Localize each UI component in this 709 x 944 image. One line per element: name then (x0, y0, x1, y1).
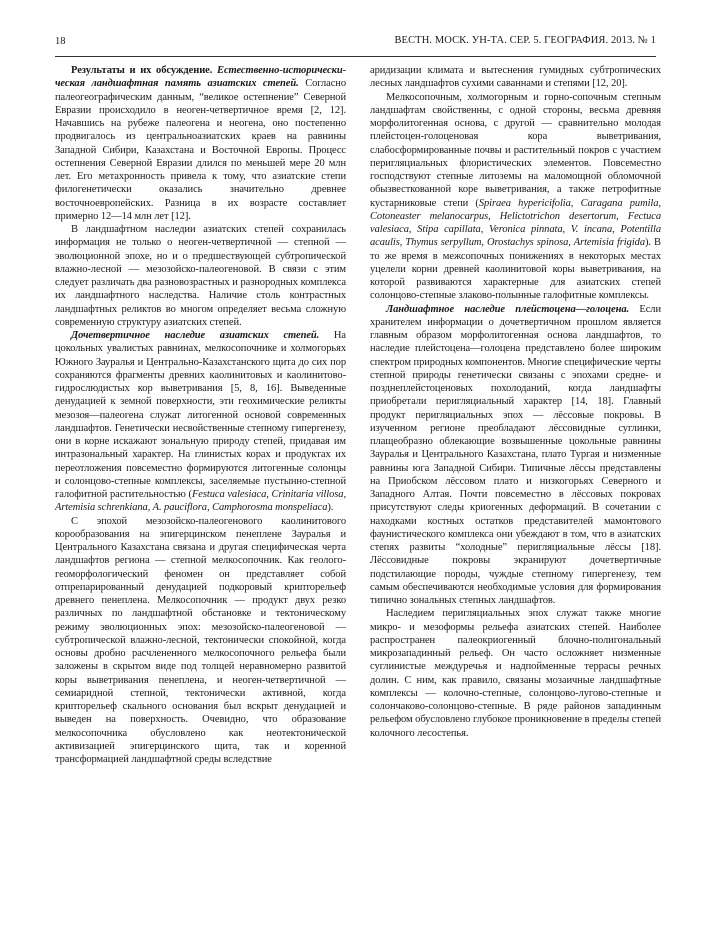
paragraph-text: Наследием перигляциальных эпох служат также многие микро- и мезоформы рельефа азиатских степей. Наиболее распространен палеокриогенный блочно-полигональный микрозападинный рельеф. Он часто осложняет низменные суглинистые междуречья и надпойменные террасы речных долин. С ним, как правило, связаны мозаичные ландшафтные комплексы — колочно-степные, солонцово-лугово-степные и солончаково-солонцово-степные. В ряде районов западинным рельефом обусловлено глубокое проникновение в пределы степей колочного лесостепья. (370, 608, 661, 739)
paragraph-text: Если хранителем информации о дочетвертичном прошлом является главным образом морфолитогенная основа ландшафтов, то наследие плейстоцена—голоцена представлено более широким спектром природных компонентов. Многие специфические черты степной природы генетически связаны с эпохами средне- и позднеплейстоценовых похолоданий, когда ландшафты приобретали перигляциальный характер [14, 18]. Главный продукт перигляциальных эпох — лёссовые покровы. В изученном регионе преобладают лёссовидные суглинки, плащеобразно облекающие возвышенные цокольные равнины Зауралья и Центрального Казахстана, плато Тургая и низменные равнины юга Западной Сибири. Типичные лёссы представлены на Приобском лёссовом плато и низкогорьях Северного и Западного Алтая. Почти повсеместно в лёссовых покровах присутствуют следы криогенных деформаций. В сочетании с находками костных остатков представителей мамонтового фаунистического комплекса они убеждают в том, что в азиатских степях развиты “холодные” перигляциальные лёссы [18]. Лёссовидные покровы экранируют дочетвертичные подстилающие породы, чуждые степному гипергенезу, тем самым обеспечиваются необходимые условия для формирования типично зональных степных ландшафтов. (370, 303, 661, 606)
paragraph-text: В ландшафтном наследии азиатских степей сохранилась информация не только о неоген-четвертичной — степной — эволюционной эпохе, но и о предшествующей субтропической влажно-лесной — мезозойско-палеогеновой. В связи с этим следует различать два разновозрастных и разнородных комплекса их ландшафтного наследства. Наличие столь контрастных ландшафтных реликтов во многом определяет весьма сложную современную структуру азиатских степей. (55, 224, 346, 328)
paragraph-results (55, 64, 346, 223)
running-title: ВЕСТН. МОСК. УН-ТА. СЕР. 5. ГЕОГРАФИЯ. 2013. № 1 (394, 35, 656, 46)
subsection-heading-prequaternary: Дочетвертичное наследие азиатских степей. (71, 330, 320, 341)
header-rule (55, 56, 656, 57)
paragraph-periglacial-relief (370, 607, 661, 740)
paragraph-pleistocene (370, 303, 661, 608)
paragraph-text: Согласно палеогеографическим данным, “великое остепнение” Северной Евразии происходило в неоген-четвертичное время [2, 12]. Начавшись на рубеже палеогена и неогена, оно постепенно продвигалось из центральноазиатских краев на равнины Западной Сибири, Казахстана и Восточной Европы. Процесс остепнения Северной Евразии длился по меньшей мере 20 млн лет. Его метахронность привела к тому, что азиатские степи филогенетически оказались значительно древнее восточноевропейских. Разница в их возрасте составляет примерно 12—14 млн лет [12]. (55, 78, 347, 222)
left-column (55, 64, 346, 766)
paragraph-text: На цокольных увалистых равнинах, мелкосопочнике и холмогорьях Южного Зауралья и Центрально-Казахстанского щита до сих пор сохраняются фрагменты древних каолинитовых и каолинитово-гидрослюдистых кор выветривания [5, 8, 16]. Выведенные денудацией к земной поверхности, эти геохимические реликты мезозоя—палеогена служат литогенной основой современных ландшафтов. Генетически несвойственные степному гипергенезу, они в корне искажают зональную природу степей, придавая им интразональный характер. На глинистых корах и продуктах их переотложения повсеместно формируются литогенные солонцы и солонцово-степные комплексы, заселяемые пустынно-степной галофитной растительностью ( (55, 330, 347, 500)
paragraph-text-end: ). (327, 502, 334, 514)
paragraph-prequaternary (55, 329, 346, 515)
paragraph-text: С эпохой мезозойско-палеогенового каолинитового корообразования на эпигерцинском пенеплене Зауралья и Центрального Казахстана связана и другая специфическая черта ландшафтов региона — степной мелкосопочник. Как геолого-геоморфологический феномен он представляет собой отпрепарированный денудацией подкоровый крипторельеф древнего пенеплена. Мелкосопочник — продукт двух резко различных по ландшафтной обстановке и тектоническому режиму эволюционных эпох: мезозойско-палеогеновой — субтропической влажно-лесной, тектонически спокойной, когда основы дробно расчлененного мелкосопочного рельефа были заложены в скрытом виде под толщей неравномерно развитой коры выветривания пенеплена, и неоген-четвертичной — семиаридной степной, тектонически активной, когда крипторельеф скального основания был вскрыт денудацией и выведен на поверхность. Очевидно, что образование мелкосопочника обусловлено как неотектонической активизацией эпигерцинского щита, так и коренной трансформацией ландшафтной среды вследствие (55, 515, 346, 765)
species-list: Spiraea hypericifolia, Caragana pumila, Cotoneaster melanocarpus, Helictotrichon desertorum, Fectuca valesiaca, Stipa capillata, Veronica pinnata, V. incana, Potentilla acaulis, Thymus serpyllum, Orostachys spinosa, Artemisia frigida (370, 197, 661, 249)
paragraph-heritage (55, 223, 346, 329)
species-list: Festuca valesiaca, Crinitaria villosa, Artemisia schrenkiana, A. pauciflora, Camphorosma monspeliaca (55, 489, 346, 514)
subsection-heading-memory: Естественно-исторически-ческая ландшафтная память азиатских степей. (55, 65, 347, 90)
paragraph-landscapes (370, 91, 661, 303)
page-number: 18 (55, 36, 66, 47)
section-heading-results: Результаты и их обсуждение. (71, 65, 213, 76)
paragraph-melkosopochnik (55, 515, 346, 767)
paragraph-text: Мелкосопочным, холмогорным и горно-сопочным степным ландшафтам свойственны, с одной стороны, весьма древняя морфолитогенная основа, с другой — сравнительно молодая плейстоцен-голоценовая кора выветривания, слабосформированные почвы и растительный покров с участием перигляциальных флористических элементов. Повсеместно господствуют степные литоземы на маломощной обломочной обызвесткованной коре выветривания, а также петрофитные кустарниковые степи ( (370, 91, 661, 209)
subsection-heading-pleistocene: Ландшафтное наследие плейстоцена—голоцена. (386, 303, 630, 315)
paragraph-text-end: ). В то же время в межсопочных понижениях в некоторых местах уцелели корни древней каолинитовой коры выветривания, на которой развиваются характерные для азиатских степей солонцово-степные злаково-полынные галофитные комплексы. (370, 237, 661, 302)
right-column (370, 64, 661, 740)
paragraph-continuation (370, 64, 661, 91)
paragraph-text: аридизации климата и вытеснения гумидных субтропических лесных ландшафтов сухими саваннами и степями [12, 20]. (370, 65, 661, 90)
